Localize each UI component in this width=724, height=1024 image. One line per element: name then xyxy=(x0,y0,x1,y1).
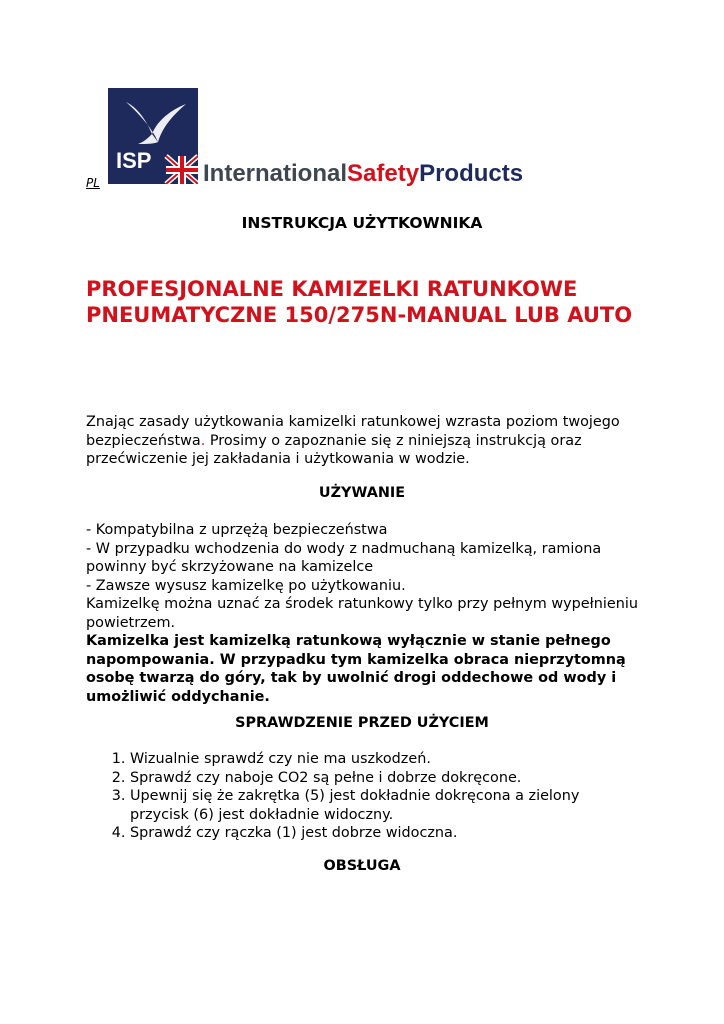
isp-logo-icon xyxy=(108,88,198,184)
intro-text-a: Znając zasady użytkowania kamizelki ratunkowej wzrasta poziom twojego bezpieczeństwa xyxy=(86,414,620,449)
check-item: 3. Upewnij się że zakrętka (5) jest dokładnie dokręcona a zielony przycisk (6) jest dokładnie widoczny. xyxy=(130,787,606,824)
company-wordmark xyxy=(203,158,553,188)
usage-line: Kamizelkę można uznać za środek ratunkowy tylko przy pełnym wypełnieniu powietrzem. xyxy=(86,596,638,631)
document-title: INSTRUKCJA UŻYTKOWNIKA xyxy=(241,214,483,232)
check-item: 4. Sprawdź czy rączka (1) jest dobrze widoczna. xyxy=(130,824,606,843)
check-item: 1. Wizualnie sprawdź czy nie ma uszkodzeń. xyxy=(130,750,606,769)
logo-initials: ISP xyxy=(116,148,152,173)
wordmark-part-2: Safety xyxy=(347,160,420,187)
usage-line: - Zawsze wysusz kamizelkę po użytkowaniu. xyxy=(86,577,406,594)
usage-heading: UŻYWANIE xyxy=(318,485,406,501)
intro-paragraph xyxy=(86,413,646,469)
language-code: PL xyxy=(86,176,100,190)
intro-text-b: Prosimy o zapoznanie się z niniejszą instrukcją oraz przećwiczenie jej zakładania i użytkowania w wodzie. xyxy=(86,432,582,467)
usage-block xyxy=(86,521,646,706)
wordmark-part-3: Products xyxy=(419,160,524,187)
usage-line: - Kompatybilna z uprzężą bezpieczeństwa xyxy=(86,522,388,538)
usage-warning: Kamizelka jest kamizelką ratunkową wyłącznie w stanie pełnego napompowania. W przypadku tym kamizelka obraca nieprzytomną osobę twarzą do góry, tak by uwolnić drogi oddechowe od wody i umożliwić oddychanie. xyxy=(86,633,626,705)
svg-text:InternationalSafetyProducts xyxy=(203,160,523,187)
intro-dot: . xyxy=(200,432,206,449)
check-list xyxy=(86,750,606,843)
operation-heading: OBSŁUGA xyxy=(323,858,401,874)
wordmark-part-1: International xyxy=(203,160,348,187)
check-heading: SPRAWDZENIE PRZED UŻYCIEM xyxy=(235,715,489,731)
usage-line: - W przypadku wchodzenia do wody z nadmuchaną kamizelką, ramiona powinny być skrzyżowane na kamizelce xyxy=(86,540,602,575)
product-title: PROFESJONALNE KAMIZELKI RATUNKOWE PNEUMATYCZNE 150/275N-MANUAL LUB AUTO xyxy=(86,277,633,327)
check-item: 2. Sprawdź czy naboje CO2 są pełne i dobrze dokręcone. xyxy=(130,769,606,788)
